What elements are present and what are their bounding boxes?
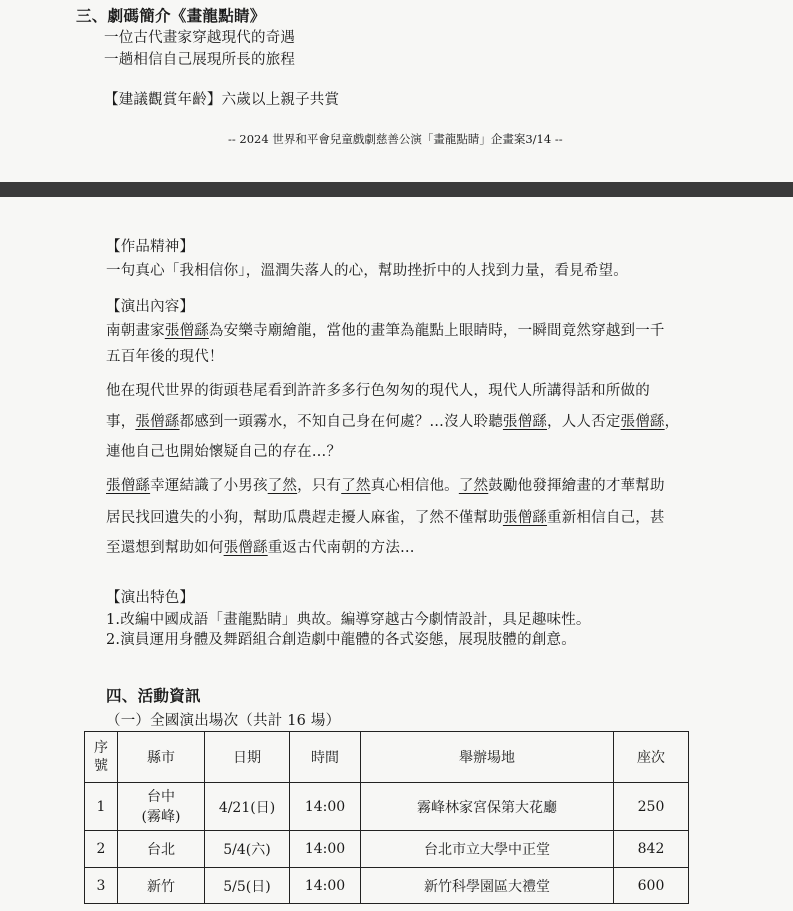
text-run: 南朝畫家 xyxy=(106,323,165,339)
text-run: 都感到一頭霧水，不知自己身在何處？…沒人聆聽 xyxy=(179,414,503,430)
cell-city xyxy=(118,783,205,831)
activity-subtitle: （一）全國演出場次（共計 16 場） xyxy=(106,713,341,729)
synopsis-title: 三、劇碼簡介《畫龍點睛》 xyxy=(76,6,266,25)
text-run: 真心相信他。 xyxy=(370,478,459,494)
character-name: 張僧繇 xyxy=(502,414,548,430)
text-run: 至還想到幫助如何 xyxy=(106,540,224,556)
character-name: 張僧繇 xyxy=(620,414,665,430)
header-time: 時間 xyxy=(290,732,361,783)
age-label: 【建議觀賞年齡】 xyxy=(104,92,222,108)
page-footer: -- 2024 世界和平會兒童戲劇慈善公演「畫龍點睛」企畫案3/14 -- xyxy=(228,132,563,146)
character-name: 張僧繇 xyxy=(502,510,548,526)
content-p3-line3 xyxy=(106,536,415,557)
cell-no: 3 xyxy=(85,868,118,904)
spirit-text: 一句真心「我相信你」，溫潤失落人的心，幫助挫折中的人找到力量，看見希望。 xyxy=(106,263,628,279)
text-run: ， xyxy=(664,414,680,430)
table-row xyxy=(85,783,689,831)
city-district: (霧峰) xyxy=(141,808,181,825)
cell-venue: 霧峰林家宮保第大花廳 xyxy=(361,783,614,831)
table-row xyxy=(85,831,689,868)
header-seats: 座次 xyxy=(614,732,689,783)
cell-date: 4/21(日) xyxy=(205,783,290,831)
text-run: 重返古代南朝的方法… xyxy=(267,540,415,556)
text-run: ，人人否定 xyxy=(547,414,621,430)
header-venue: 舉辦場地 xyxy=(361,732,614,783)
content-p3-line1 xyxy=(106,474,665,495)
text-run: 為安樂寺廟繪龍，當他的畫筆為龍點上眼睛時，一瞬間竟然穿越到一千 xyxy=(208,323,665,339)
character-name: 張僧繇 xyxy=(164,323,209,339)
cell-city: 新竹 xyxy=(118,868,205,904)
character-name: 張僧繇 xyxy=(223,540,268,556)
age-value: 六歲以上親子共賞 xyxy=(221,92,340,108)
text-run: 重新相信自己，甚 xyxy=(547,510,665,526)
cell-time: 14:00 xyxy=(290,831,361,868)
content-p2-line2 xyxy=(106,410,679,431)
synopsis-line-2: 一趟相信自己展現所長的旅程 xyxy=(104,52,296,68)
cell-seats: 600 xyxy=(614,868,689,904)
cell-no: 1 xyxy=(85,783,118,831)
table-header-row xyxy=(85,732,689,783)
page-separator xyxy=(0,182,793,197)
character-name: 張僧繇 xyxy=(135,414,180,430)
cell-venue: 台北市立大學中正堂 xyxy=(361,831,614,868)
cell-date: 5/5(日) xyxy=(205,868,290,904)
activity-title: 四、活動資訊 xyxy=(106,686,201,705)
content-p1-line2: 五百年後的現代！ xyxy=(106,349,224,365)
cell-seats: 842 xyxy=(614,831,689,868)
header-no xyxy=(85,732,118,783)
cell-date: 5/4(六) xyxy=(205,831,290,868)
text-run: 鼓勵他發揮繪畫的才華幫助 xyxy=(488,478,665,494)
synopsis-line-1: 一位古代畫家穿越現代的奇遇 xyxy=(104,30,296,46)
recommended-age xyxy=(104,88,339,109)
cell-no: 2 xyxy=(85,831,118,868)
text-run: ，只有 xyxy=(297,478,342,494)
character-name: 了然 xyxy=(267,478,298,494)
header-city: 縣市 xyxy=(118,732,205,783)
content-p2-line3: 連他自己也開始懷疑自己的存在…？ xyxy=(106,444,342,460)
feature-item-1: 1.改編中國成語「畫龍點睛」典故。編導穿越古今劇情設計，具足趣味性。 xyxy=(106,612,591,628)
previous-page xyxy=(0,0,793,182)
spirit-heading: 【作品精神】 xyxy=(106,239,195,255)
cell-venue: 新竹科學園區大禮堂 xyxy=(361,868,614,904)
header-no-line1: 序 xyxy=(94,740,108,756)
cell-time: 14:00 xyxy=(290,868,361,904)
content-p1-line1 xyxy=(106,319,665,340)
feature-item-2: 2.演員運用身體及舞蹈組合創造劇中龍體的各式姿態，展現肢體的創意。 xyxy=(106,632,576,648)
current-page xyxy=(0,197,793,911)
text-run: 居民找回遺失的小狗，幫助瓜農趕走擾人麻雀，了然不僅幫助 xyxy=(106,510,503,526)
character-name: 了然 xyxy=(341,478,371,494)
cell-city: 台北 xyxy=(118,831,205,868)
performance-table xyxy=(84,731,689,904)
character-name: 了然 xyxy=(458,478,489,494)
header-date: 日期 xyxy=(205,732,290,783)
content-heading: 【演出內容】 xyxy=(106,299,195,315)
content-p3-line2 xyxy=(106,506,665,527)
features-heading: 【演出特色】 xyxy=(106,590,195,606)
text-run: 事， xyxy=(106,414,136,430)
cell-time: 14:00 xyxy=(290,783,361,831)
city-name: 台中 xyxy=(147,788,175,805)
character-name: 張僧繇 xyxy=(106,478,151,494)
content-p2-line1: 他在現代世界的街頭巷尾看到許許多多行色匆匆的現代人，現代人所講得話和所做的 xyxy=(106,383,650,399)
text-run: 幸運結識了小男孩 xyxy=(150,478,268,494)
header-no-line2: 號 xyxy=(94,758,108,774)
table-row xyxy=(85,868,689,904)
cell-seats: 250 xyxy=(614,783,689,831)
